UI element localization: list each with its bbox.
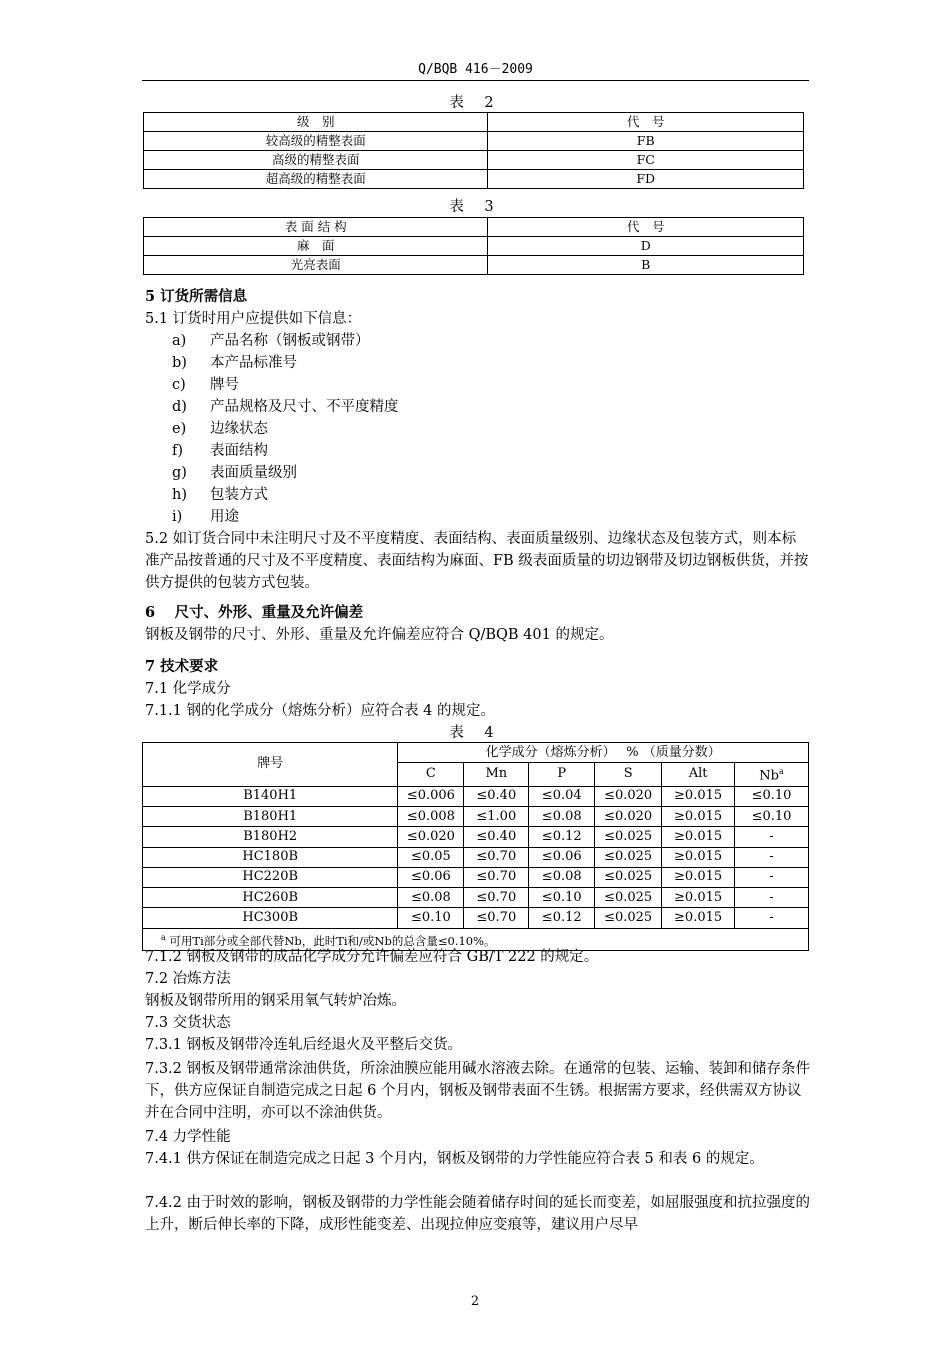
list-item-label: b): [172, 355, 187, 371]
section7-1-1: 7.1.1 钢的化学成分（熔炼分析）应符合表 4 的规定。: [145, 703, 495, 719]
element-header: Alt: [662, 763, 735, 786]
list-item: [172, 330, 370, 352]
section5-1: 5.1 订货时用户应提供如下信息：: [145, 311, 362, 327]
table-cell: B140H1: [143, 786, 398, 806]
table-cell: ≤0.06: [398, 867, 464, 887]
table-row: [143, 888, 809, 908]
table4-caption: 表 4: [449, 725, 502, 741]
list-item-label: h): [172, 487, 187, 503]
element-header: C: [398, 763, 464, 786]
table-row: [143, 786, 809, 806]
table-cell: ≤0.40: [464, 827, 529, 847]
section7-4-1: 7.4.1 供方保证在制造完成之日起 3 个月内，钢板及钢带的力学性能应符合表 5 和表 6 的规定。: [145, 1151, 764, 1167]
table-row: [144, 170, 804, 189]
header-rule: [142, 80, 809, 81]
list-item-label: d): [172, 399, 187, 415]
table-cell: B180H2: [143, 827, 398, 847]
table-cell: ≥0.015: [662, 908, 735, 928]
table-cell: 较高级的精整表面: [144, 132, 488, 151]
table-cell: ≤0.70: [464, 867, 529, 887]
element-header: S: [595, 763, 662, 786]
table-cell: ≤0.08: [529, 806, 595, 826]
table3-header-row: [144, 218, 804, 237]
list-item-text: 包装方式: [210, 487, 268, 503]
table4-footnote-text: 可用Ti部分或全部代替Nb，此时Ti和/或Nb的总含量≤0.10%。: [165, 933, 496, 948]
section5-title: 5 订货所需信息: [145, 288, 248, 305]
table-cell: ≤0.08: [529, 867, 595, 887]
table-cell: ≤0.020: [595, 806, 662, 826]
table-cell: ≤0.08: [398, 888, 464, 908]
table-cell: -: [735, 867, 809, 887]
table-cell: ≤0.025: [595, 847, 662, 867]
list-item-label: a): [172, 333, 187, 349]
table-cell: ≤0.12: [529, 827, 595, 847]
list-item-label: c): [172, 377, 186, 393]
table-cell: HC220B: [143, 867, 398, 887]
table4-group-header: 化学成分（熔炼分析） % （质量分数）: [398, 743, 809, 763]
list-item: [172, 462, 297, 484]
table-row: [143, 908, 809, 928]
element-header: Mn: [464, 763, 529, 786]
element-header: [735, 763, 809, 786]
table-cell: ≤1.00: [464, 806, 529, 826]
table-row: [144, 237, 804, 256]
table-cell: B: [488, 256, 804, 275]
list-item: [172, 374, 239, 396]
element-nb-label: Nb: [759, 768, 779, 784]
table2-header-cell: 代 号: [488, 113, 804, 132]
section7-3-1: 7.3.1 钢板及钢带冷连轧后经退火及平整后交货。: [145, 1037, 463, 1053]
list-item-text: 表面结构: [210, 443, 268, 459]
list-item-text: 本产品标准号: [210, 355, 297, 371]
table-cell: ≥0.015: [662, 888, 735, 908]
section7-title: 7 技术要求: [145, 658, 219, 675]
table-cell: ≤0.020: [595, 786, 662, 806]
table-row: [143, 867, 809, 887]
section6-title: 6 尺寸、外形、重量及允许偏差: [145, 604, 364, 621]
table-cell: HC300B: [143, 908, 398, 928]
table-cell: ≤0.40: [464, 786, 529, 806]
table4-group-header-row: [143, 743, 809, 763]
table-cell: ≤0.70: [464, 908, 529, 928]
footnote-marker: a: [161, 932, 166, 942]
table-cell: ≤0.12: [529, 908, 595, 928]
table-cell: ≥0.015: [662, 827, 735, 847]
table-cell: 高级的精整表面: [144, 151, 488, 170]
list-item-label: f): [172, 443, 184, 459]
table2-caption: 表 2: [449, 95, 502, 111]
list-item-label: e): [172, 421, 187, 437]
table-cell: 麻 面: [144, 237, 488, 256]
section6-text: 钢板及钢带的尺寸、外形、重量及允许偏差应符合 Q/BQB 401 的规定。: [145, 627, 614, 643]
list-item-text: 表面质量级别: [210, 465, 297, 481]
section7-4: 7.4 力学性能: [145, 1129, 231, 1145]
list-item: [172, 352, 297, 374]
table-cell: ≤0.04: [529, 786, 595, 806]
table-cell: ≤0.10: [735, 806, 809, 826]
header-standard-number: Q/BQB 416－2009: [418, 62, 533, 77]
table-cell: ≤0.05: [398, 847, 464, 867]
footnote-marker: a: [778, 767, 784, 777]
list-item-label: i): [172, 509, 183, 525]
table-cell: ≤0.020: [398, 827, 464, 847]
table3-header-cell: 代 号: [488, 218, 804, 237]
list-item: [172, 440, 268, 462]
table-cell: FC: [488, 151, 804, 170]
table-cell: ≤0.025: [595, 827, 662, 847]
table-cell: ≤0.008: [398, 806, 464, 826]
list-item-text: 产品名称（钢板或钢带）: [210, 333, 370, 349]
table-cell: D: [488, 237, 804, 256]
table-cell: ≤0.10: [735, 786, 809, 806]
table-cell: ≥0.015: [662, 786, 735, 806]
table-cell: ≤0.10: [529, 888, 595, 908]
table-cell: ≤0.10: [398, 908, 464, 928]
table-row: [144, 256, 804, 275]
table-row: [143, 827, 809, 847]
table-cell: 超高级的精整表面: [144, 170, 488, 189]
table2: [143, 112, 804, 189]
table3-caption: 表 3: [449, 199, 502, 215]
element-header: P: [529, 763, 595, 786]
section7-2: 7.2 冶炼方法: [145, 971, 231, 987]
table4: [142, 742, 809, 951]
table-cell: -: [735, 908, 809, 928]
table-cell: B180H1: [143, 806, 398, 826]
section7-4-2: 7.4.2 由于时效的影响，钢板及钢带的力学性能会随着储存时间的延长而变差，如屈服强度和抗拉强度的上升，断后伸长率的下降，成形性能变差、出现拉伸应变痕等，建议用户尽早: [145, 1195, 810, 1233]
table-cell: ≥0.015: [662, 867, 735, 887]
table2-header-row: [144, 113, 804, 132]
table-cell: -: [735, 847, 809, 867]
section7-2-text: 钢板及钢带所用的钢采用氧气转炉冶炼。: [145, 993, 406, 1009]
table3-header-cell: 表 面 结 构: [144, 218, 488, 237]
table-cell: FD: [488, 170, 804, 189]
table-row: [144, 132, 804, 151]
section7-1: 7.1 化学成分: [145, 681, 231, 697]
list-item-text: 用途: [210, 509, 239, 525]
table-cell: HC260B: [143, 888, 398, 908]
table-row: [143, 847, 809, 867]
table-cell: -: [735, 888, 809, 908]
section5-2: 5.2 如订货合同中未注明尺寸及不平度精度、表面结构、表面质量级别、边缘状态及包装方式，则本标准产品按普通的尺寸及不平度精度、表面结构为麻面、FB 级表面质量的切边钢带及切边钢板供货，并按供方提供的包装方式包装。: [145, 531, 809, 591]
table-cell: ≤0.006: [398, 786, 464, 806]
table-cell: ≤0.025: [595, 867, 662, 887]
section7-3: 7.3 交货状态: [145, 1015, 231, 1031]
table3: [143, 217, 804, 275]
list-item: [172, 506, 239, 528]
list-item-label: g): [172, 465, 187, 481]
list-item: [172, 418, 268, 440]
table-cell: ≥0.015: [662, 806, 735, 826]
list-item: [172, 484, 268, 506]
page-number: 2: [470, 1294, 480, 1309]
list-item-text: 边缘状态: [210, 421, 268, 437]
table-row: [144, 151, 804, 170]
table-cell: FB: [488, 132, 804, 151]
table-cell: ≤0.06: [529, 847, 595, 867]
table-cell: ≥0.015: [662, 847, 735, 867]
table-cell: ≤0.025: [595, 888, 662, 908]
section7-3-2: 7.3.2 钢板及钢带通常涂油供货，所涂油膜应能用碱水溶液去除。在通常的包装、运输、装卸和储存条件下，供方应保证自制造完成之日起 6 个月内，钢板及钢带表面不生锈。根据需方要求，经供需双方协议并在合同中注明，亦可以不涂油供货。: [145, 1061, 810, 1121]
table-row: [143, 806, 809, 826]
list-item-text: 产品规格及尺寸、不平度精度: [210, 399, 399, 415]
list-item: [172, 396, 399, 418]
section7-1-2: 7.1.2 钢板及钢带的成品化学成分允许偏差应符合 GB/T 222 的规定。: [145, 949, 599, 965]
list-item-text: 牌号: [210, 377, 239, 393]
table2-header-cell: 级 别: [144, 113, 488, 132]
table-cell: ≤0.025: [595, 908, 662, 928]
table4-grade-header: 牌号: [143, 743, 398, 787]
table-cell: ≤0.70: [464, 888, 529, 908]
table-cell: HC180B: [143, 847, 398, 867]
table-cell: -: [735, 827, 809, 847]
table-cell: ≤0.70: [464, 847, 529, 867]
table-cell: 光亮表面: [144, 256, 488, 275]
